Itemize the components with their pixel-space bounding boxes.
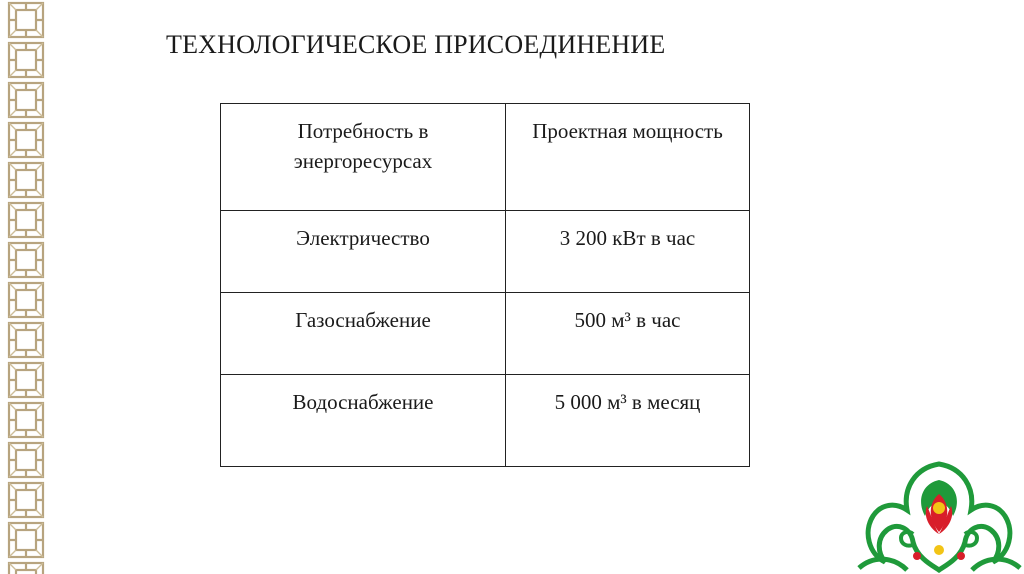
table-cell-capacity: 5 000 м³ в месяц [506, 375, 750, 467]
floral-ornament-icon [855, 458, 1024, 574]
table-header-cell: Потребность в энергоресурсах [221, 104, 506, 211]
table-cell-capacity: 500 м³ в час [506, 293, 750, 375]
table-row [221, 293, 750, 375]
table-cell-resource: Водоснабжение [221, 375, 506, 467]
table-header-cell: Проектная мощность [506, 104, 750, 211]
table-row [221, 211, 750, 293]
table-cell-resource: Электричество [221, 211, 506, 293]
decorative-border-strip [6, 0, 46, 574]
slide-title: ТЕХНОЛОГИЧЕСКОЕ ПРИСОЕДИНЕНИЕ [166, 30, 666, 59]
table-row [221, 375, 750, 467]
table-cell-capacity: 3 200 кВт в час [506, 211, 750, 293]
table-cell-resource: Газоснабжение [221, 293, 506, 375]
energy-demand-table [220, 103, 750, 467]
table-header-row [221, 104, 750, 211]
